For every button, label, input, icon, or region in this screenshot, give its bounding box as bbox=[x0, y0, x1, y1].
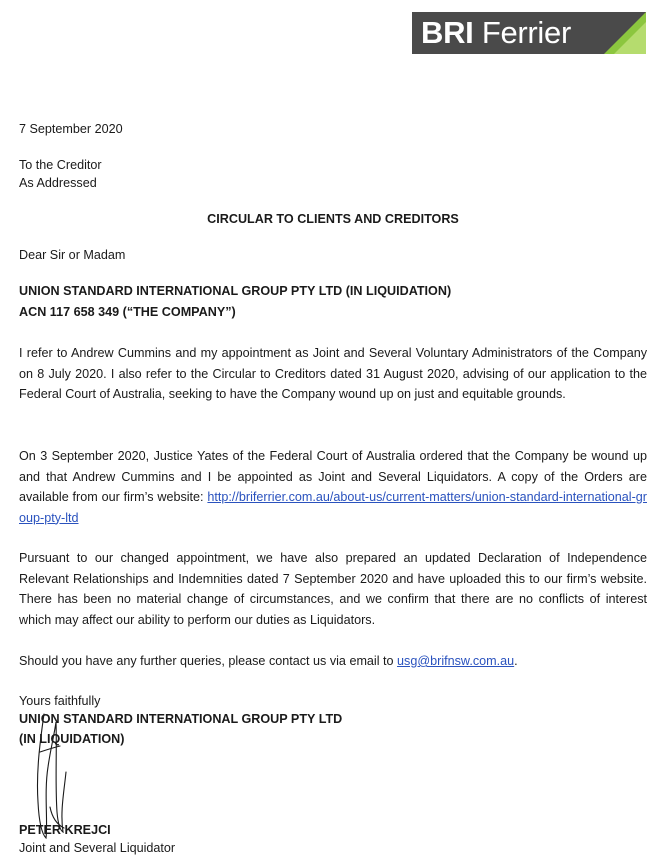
logo-ferrier: Ferrier bbox=[473, 15, 571, 50]
paragraph-contact-text: Should you have any further queries, please contact us via email to bbox=[19, 654, 398, 668]
paragraph-appointment: I refer to Andrew Cummins and my appointment as Joint and Several Voluntary Administrators of the Company on 8 July 2020. I also refer to the Circular to Creditors dated 31 August 2020, advising of our application to the Federal Court of Australia, seeking to have the Company wound up on just and equitable grounds. bbox=[19, 346, 647, 401]
company-logo bbox=[412, 12, 646, 54]
signatory-name: PETER KREJCI bbox=[19, 823, 111, 837]
letter-date: 7 September 2020 bbox=[19, 122, 123, 136]
circular-title: CIRCULAR TO CLIENTS AND CREDITORS bbox=[207, 212, 459, 226]
recipient-line-2: As Addressed bbox=[19, 176, 97, 190]
logo-text bbox=[421, 15, 571, 51]
salutation: Dear Sir or Madam bbox=[19, 248, 126, 262]
logo-triangle-icon bbox=[598, 12, 646, 54]
signature-company-line-2: (IN LIQUIDATION) bbox=[19, 732, 125, 746]
paragraph-contact-end: . bbox=[514, 654, 518, 668]
paragraph-declaration: Pursuant to our changed appointment, we have also prepared an updated Declaration of Independence Relevant Relationships and Indemnities dated 7 September 2020 and have uploaded this to our firm’s website. There has been no material change of circumstances, and we confirm that there are no conflicts of interest which may affect our ability to perform our duties as Liquidators. bbox=[19, 551, 647, 627]
recipient-line-1: To the Creditor bbox=[19, 158, 102, 172]
paragraph-contact bbox=[19, 651, 647, 672]
contact-email-link[interactable]: usg@brifnsw.com.au bbox=[397, 654, 515, 668]
closing: Yours faithfully bbox=[19, 694, 101, 708]
logo-bri: BRI bbox=[421, 15, 474, 50]
paragraph-orders bbox=[19, 446, 647, 528]
signature-company-line-1: UNION STANDARD INTERNATIONAL GROUP PTY LTD bbox=[19, 712, 343, 726]
subject-line-2: ACN 117 658 349 (“THE COMPANY”) bbox=[19, 305, 236, 319]
signatory-title: Joint and Several Liquidator bbox=[19, 841, 176, 855]
orders-website-link[interactable]: http://briferrier.com.au/about-us/current-matters/union-standard-international-group-pty-ltd bbox=[19, 490, 647, 525]
paragraph-orders-text: On 3 September 2020, Justice Yates of the Federal Court of Australia ordered that the Company be wound up and that Andrew Cummins and I be appointed as Joint and Several Liquidators. A copy of the Orders are available from our firm’s website: bbox=[19, 449, 647, 504]
subject-line-1: UNION STANDARD INTERNATIONAL GROUP PTY LTD (IN LIQUIDATION) bbox=[19, 284, 452, 298]
